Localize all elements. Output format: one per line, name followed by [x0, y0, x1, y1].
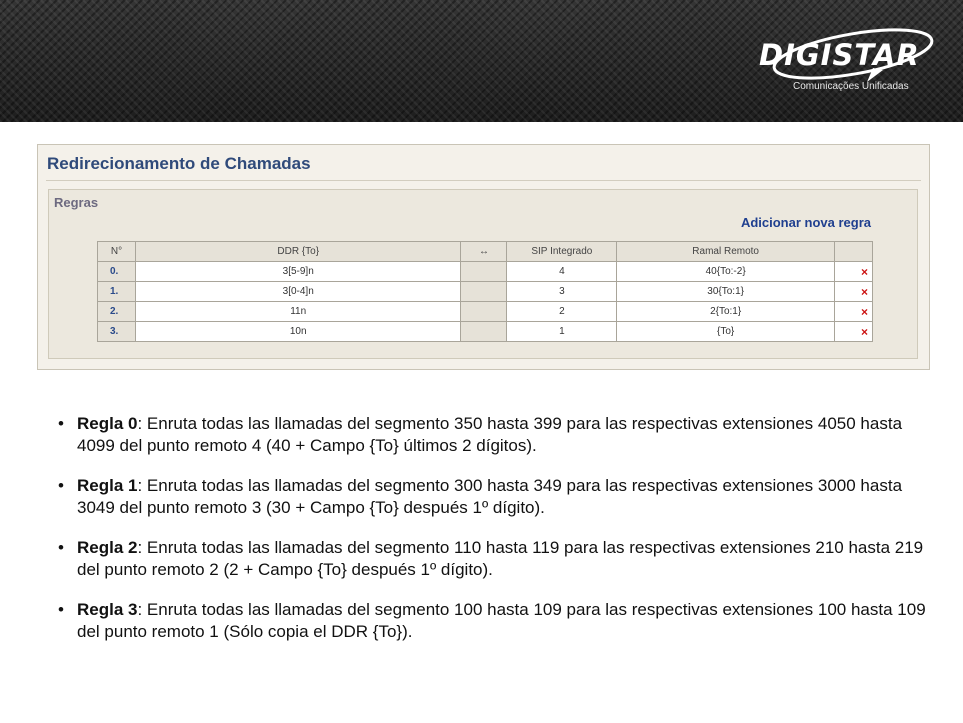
- rule-arrow-cell: [461, 262, 507, 282]
- rule-ramal: 40{To:-2}: [617, 262, 835, 282]
- title-divider: [46, 180, 921, 181]
- rule-arrow-cell: [461, 302, 507, 322]
- delete-rule-icon[interactable]: ×: [835, 282, 873, 302]
- list-item: [58, 599, 938, 643]
- rule-description: : Enruta todas las llamadas del segmento 100 hasta 109 para las respectivas extensiones 100 hasta 109 del punto remoto 1 (Sólo copia el DDR {To}).: [77, 600, 926, 641]
- rules-section: [48, 189, 918, 359]
- table-header-row: [98, 242, 873, 262]
- rule-description: : Enruta todas las llamadas del segmento 350 hasta 399 para las respectivas extensiones 4050 hasta 4099 del punto remoto 4 (40 + Campo {To} últimos 2 dígitos).: [77, 414, 903, 455]
- call-redirect-panel: [37, 144, 930, 370]
- col-header-sip: SIP Integrado: [507, 242, 617, 262]
- logo-tagline: Comunicações Unificadas: [793, 81, 909, 92]
- col-header-ddr: DDR {To}: [135, 242, 461, 262]
- rule-ramal: 2{To:1}: [617, 302, 835, 322]
- table-row[interactable]: [98, 302, 873, 322]
- rule-ddr: 3[5-9]n: [135, 262, 461, 282]
- col-header-num: N°: [98, 242, 136, 262]
- bullet-marker: •: [58, 600, 64, 619]
- col-header-arrow: ↔: [461, 242, 507, 262]
- rule-sip: 4: [507, 262, 617, 282]
- rule-label: Regla 3: [77, 600, 138, 619]
- rule-ddr: 3[0-4]n: [135, 282, 461, 302]
- rule-arrow-cell: [461, 322, 507, 342]
- rule-explanations: [58, 413, 938, 661]
- delete-rule-icon[interactable]: ×: [835, 322, 873, 342]
- col-header-ramal: Ramal Remoto: [617, 242, 835, 262]
- rule-label: Regla 1: [77, 476, 138, 495]
- rule-number: 3.: [98, 322, 136, 342]
- list-item: [58, 475, 938, 519]
- rule-number: 1.: [98, 282, 136, 302]
- list-item: [58, 537, 938, 581]
- section-title: Regras: [54, 195, 99, 210]
- rule-arrow-cell: [461, 282, 507, 302]
- delete-rule-icon[interactable]: ×: [835, 302, 873, 322]
- rule-ddr: 11n: [135, 302, 461, 322]
- rules-table: [97, 241, 873, 342]
- table-row[interactable]: [98, 282, 873, 302]
- page-title: Redirecionamento de Chamadas: [47, 154, 311, 173]
- rule-sip: 1: [507, 322, 617, 342]
- table-row[interactable]: [98, 322, 873, 342]
- bullet-marker: •: [58, 414, 64, 433]
- delete-rule-icon[interactable]: ×: [835, 262, 873, 282]
- rule-sip: 2: [507, 302, 617, 322]
- rule-label: Regla 0: [77, 414, 138, 433]
- add-rule-link[interactable]: Adicionar nova regra: [740, 215, 871, 230]
- bullet-marker: •: [58, 538, 64, 557]
- rule-label: Regla 2: [77, 538, 138, 557]
- rule-ramal: 30{To:1}: [617, 282, 835, 302]
- rule-description: : Enruta todas las llamadas del segmento 300 hasta 349 para las respectivas extensiones 3000 hasta 3049 del punto remoto 3 (30 + Campo {To} después 1º dígito).: [77, 476, 903, 517]
- rule-sip: 3: [507, 282, 617, 302]
- logo-wordmark: DIGISTAR: [759, 38, 920, 72]
- list-item: [58, 413, 938, 457]
- table-row[interactable]: [98, 262, 873, 282]
- header-banner: [0, 0, 963, 122]
- rule-ramal: {To}: [617, 322, 835, 342]
- rule-description: : Enruta todas las llamadas del segmento 110 hasta 119 para las respectivas extensiones 210 hasta 219 del punto remoto 2 (2 + Campo {To} después 1º dígito).: [77, 538, 924, 579]
- rule-number: 0.: [98, 262, 136, 282]
- rule-ddr: 10n: [135, 322, 461, 342]
- rule-number: 2.: [98, 302, 136, 322]
- digistar-logo: [755, 24, 937, 100]
- bullet-marker: •: [58, 476, 64, 495]
- col-header-actions: [835, 242, 873, 262]
